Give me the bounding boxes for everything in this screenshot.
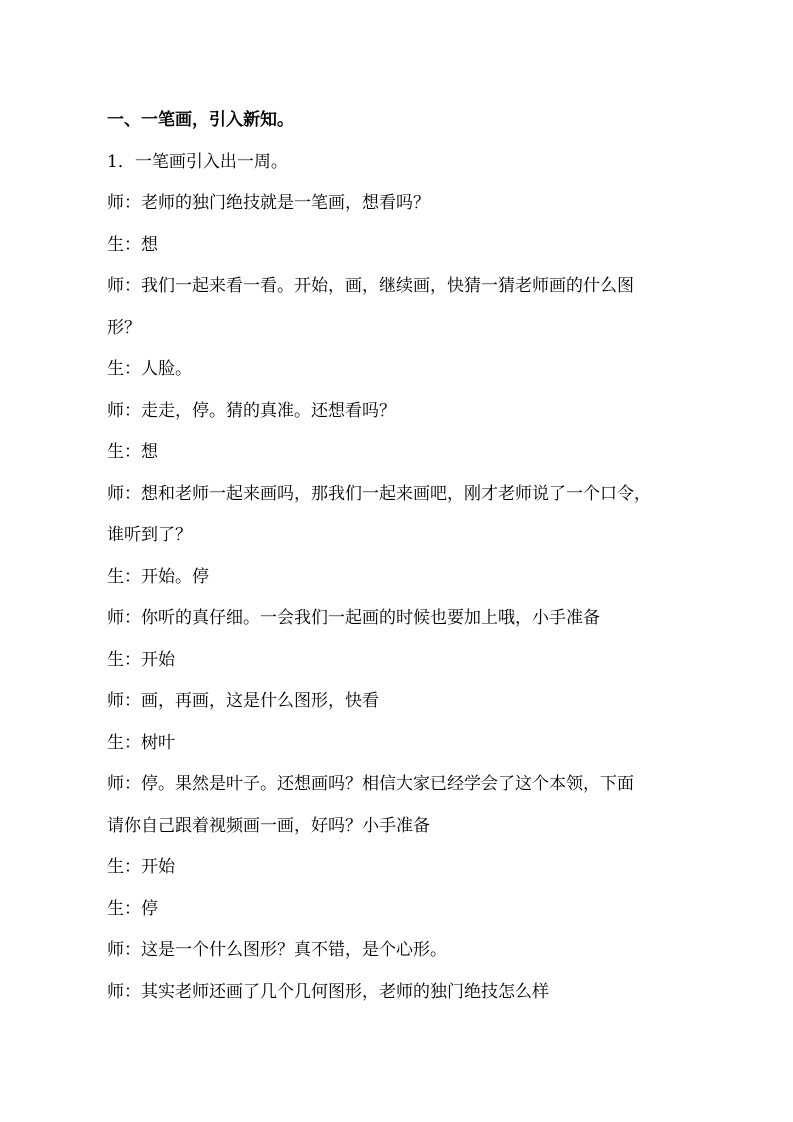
paragraph-4: [107, 266, 697, 349]
paragraph-17: 师：这是一个什么图形？真不错，是个心形。: [107, 940, 447, 960]
paragraph-14-line-1: 师：停。果然是叶子。还想画吗？相信大家已经学会了这个本领，下面: [107, 774, 634, 794]
paragraph-4-line-2: 形？: [107, 317, 141, 338]
paragraph-10: 师：你听的真仔细。一会我们一起画的时候也要加上哦，小手准备: [107, 608, 600, 628]
paragraph-15: 生：开始: [107, 857, 175, 877]
paragraph-8-line-1: 师：想和老师一起来画吗，那我们一起来画吧，刚才老师说了一个口令，: [107, 483, 651, 504]
paragraph-4-line-1: 师：我们一起来看一看。开始，画，继续画，快猜一猜老师画的什么图: [107, 276, 634, 296]
paragraph-12: 师：画，再画，这是什么图形，快看: [107, 691, 379, 711]
paragraph-5: 生：人脸。: [107, 359, 192, 379]
paragraph-8: [107, 474, 697, 557]
paragraph-1: 1．一笔画引入出一周。: [107, 151, 288, 172]
paragraph-6: 师：走走，停。猜的真准。还想看吗？: [107, 400, 396, 421]
paragraph-16: 生：停: [107, 898, 158, 919]
paragraph-14: [107, 764, 697, 847]
paragraph-2: 师：老师的独门绝技就是一笔画，想看吗？: [107, 193, 430, 213]
paragraph-8-line-2: 谁听到了？: [107, 525, 192, 545]
paragraph-14-line-2: 请你自己跟着视频画一画，好吗？小手准备: [107, 815, 430, 836]
paragraph-9: 生：开始。停: [107, 566, 209, 587]
paragraph-13: 生：树叶: [107, 732, 175, 753]
paragraph-18: 师：其实老师还画了几个几何图形，老师的独门绝技怎么样: [107, 981, 549, 1002]
paragraph-3: 生：想: [107, 234, 158, 255]
section-heading: 一、一笔画，引入新知。: [107, 110, 294, 130]
paragraph-11: 生：开始: [107, 649, 175, 670]
paragraph-7: 生：想: [107, 442, 158, 462]
document-body: [107, 100, 697, 1013]
